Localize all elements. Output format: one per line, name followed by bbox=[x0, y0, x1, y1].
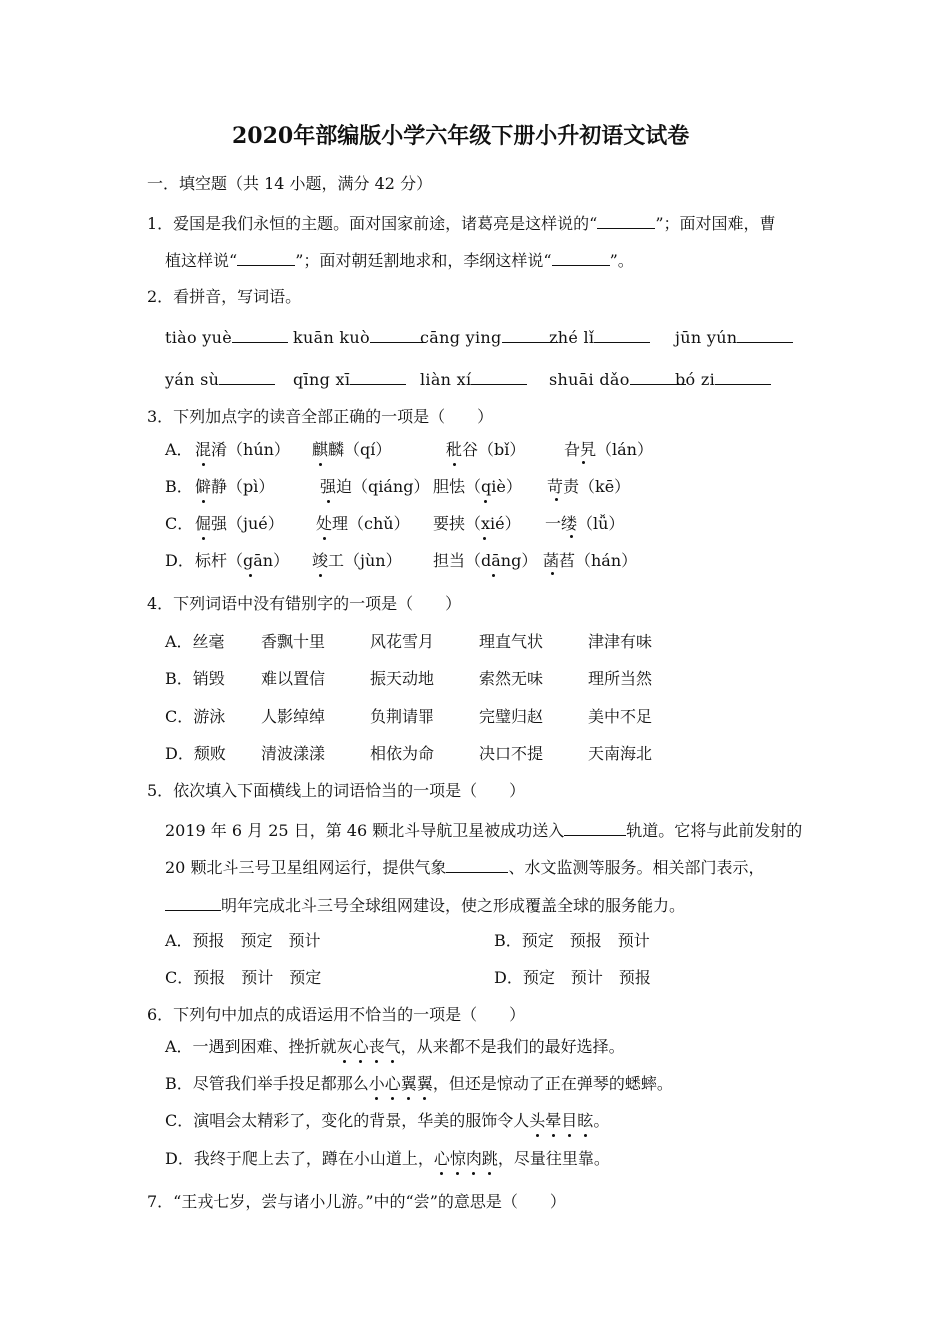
sentence-text: ，从来都不是我们的最好选择。 bbox=[400, 1037, 625, 1056]
reading-item bbox=[433, 477, 522, 497]
dotted-idiom bbox=[529, 1111, 593, 1130]
item-text: 一缕（lǚ） bbox=[545, 514, 625, 533]
item-text: 标 bbox=[195, 551, 212, 570]
answer-blank[interactable] bbox=[471, 368, 527, 385]
word-cell: 理直气状 bbox=[479, 632, 544, 651]
dotted-idiom bbox=[337, 1037, 401, 1056]
sentence-text: D．我终于爬上去了，蹲在小山道上， bbox=[165, 1149, 434, 1168]
reading-item bbox=[195, 440, 290, 460]
word-cell: 风花雪月 bbox=[370, 632, 435, 651]
word-cell: 振天动地 bbox=[370, 669, 435, 688]
passage-text: 2019 年 6 月 25 日，第 46 颗北斗导航卫星被成功送入 bbox=[165, 821, 565, 840]
word-cell: 负荆请罪 bbox=[370, 707, 435, 726]
sentence-text: ，但还是惊动了正在弹琴的蟋蟀。 bbox=[432, 1074, 673, 1093]
reading-item bbox=[545, 514, 624, 534]
question-1-line-1 bbox=[147, 212, 776, 234]
answer-blank[interactable] bbox=[594, 326, 650, 343]
dotted-char: 跳 bbox=[481, 1149, 498, 1168]
dotted-char: 翼 bbox=[400, 1074, 417, 1093]
answer-blank[interactable] bbox=[737, 326, 793, 343]
item-text: 麟（qí） bbox=[328, 440, 392, 459]
option-label: A． bbox=[165, 440, 193, 459]
answer-blank[interactable] bbox=[219, 368, 275, 385]
word-option-a: A．丝毫 bbox=[165, 632, 225, 651]
sentence-text: B．尽管我们举手投足都那么 bbox=[165, 1074, 369, 1093]
sentence-text: ，尽量往里靠。 bbox=[497, 1149, 610, 1168]
question-3-stem: 3．下列加点字的读音全部正确的一项是（ ） bbox=[147, 407, 494, 426]
dotted-char: 气 bbox=[384, 1037, 401, 1056]
item-text: 谷（bǐ） bbox=[462, 440, 526, 459]
answer-blank[interactable] bbox=[370, 326, 426, 343]
pinyin-item bbox=[293, 326, 426, 348]
answer-blank[interactable] bbox=[564, 819, 626, 836]
q6-option-d bbox=[165, 1149, 610, 1169]
word-option-b: B．销毁 bbox=[165, 669, 225, 688]
dotted-char: 混 bbox=[195, 440, 212, 459]
item-text: 胆 bbox=[433, 477, 450, 496]
pinyin-item bbox=[165, 326, 288, 348]
sentence-text: A．一遇到困难、挫折就 bbox=[165, 1037, 337, 1056]
reading-item bbox=[195, 514, 284, 534]
section-heading: 一．填空题（共 14 小题，满分 42 分） bbox=[147, 174, 433, 193]
pinyin-item bbox=[420, 368, 527, 390]
pinyin-text: bó zi bbox=[675, 370, 716, 389]
q5-passage-line-3 bbox=[165, 894, 685, 916]
pinyin-item bbox=[549, 326, 650, 348]
answer-blank[interactable] bbox=[165, 894, 221, 911]
dotted-char: 肉 bbox=[465, 1149, 482, 1168]
question-2-stem: 2．看拼音，写词语。 bbox=[147, 287, 302, 306]
question-7-stem: 7．“王戎七岁，尝与诸小儿游。”中的“尝”的意思是（ ） bbox=[147, 1192, 566, 1211]
item-text: 菡萏（hán） bbox=[543, 551, 638, 570]
word-cell: 理所当然 bbox=[588, 669, 653, 688]
answer-blank[interactable] bbox=[237, 249, 295, 266]
word-cell: 清波漾漾 bbox=[261, 744, 326, 763]
question-6-stem: 6．下列句中加点的成语运用不恰当的一项是（ ） bbox=[147, 1005, 526, 1024]
dotted-char: 麒 bbox=[312, 440, 329, 459]
emphasis-dot bbox=[582, 461, 585, 464]
item-text: 淆（hún） bbox=[211, 440, 290, 459]
q6-option-a bbox=[165, 1037, 625, 1057]
dotted-char: 竣 bbox=[312, 551, 329, 570]
reading-item bbox=[547, 477, 630, 497]
reading-item bbox=[446, 440, 525, 460]
pinyin-text: shuāi dǎo bbox=[549, 370, 630, 389]
q5-option-c: C．预报 预计 预定 bbox=[165, 968, 322, 987]
pinyin-text: zhé lǐ bbox=[549, 328, 595, 347]
dotted-char: 心 bbox=[433, 1149, 450, 1168]
answer-blank[interactable] bbox=[715, 368, 771, 385]
reading-item bbox=[312, 440, 391, 460]
word-cell: 索然无味 bbox=[479, 669, 544, 688]
item-text: 工（jùn） bbox=[328, 551, 402, 570]
pinyin-item bbox=[293, 368, 406, 390]
option-label: B． bbox=[165, 477, 193, 496]
word-cell: 人影绰绰 bbox=[261, 707, 326, 726]
pinyin-text: tiào yuè bbox=[165, 328, 233, 347]
pinyin-item bbox=[165, 368, 275, 390]
question-4-stem: 4．下列词语中没有错别字的一项是（ ） bbox=[147, 594, 462, 613]
q1-text-d: ”；面对朝廷割地求和，李纲这样说“ bbox=[295, 251, 552, 270]
answer-blank[interactable] bbox=[232, 326, 288, 343]
dotted-idiom bbox=[434, 1149, 498, 1168]
dotted-idiom bbox=[369, 1074, 433, 1093]
sentence-text: 。 bbox=[593, 1111, 610, 1130]
dotted-char: 当（dāng） bbox=[449, 551, 538, 570]
q6-option-b bbox=[165, 1074, 673, 1094]
dotted-char: 灰 bbox=[336, 1037, 353, 1056]
item-text: 迫（qiáng） bbox=[336, 477, 430, 496]
reading-item bbox=[433, 514, 521, 534]
item-text: 苛责（kē） bbox=[547, 477, 631, 496]
dotted-char: 目 bbox=[561, 1111, 578, 1130]
question-5-stem: 5．依次填入下面横线上的词语恰当的一项是（ ） bbox=[147, 781, 526, 800]
answer-blank[interactable] bbox=[446, 856, 508, 873]
answer-blank[interactable] bbox=[350, 368, 406, 385]
pinyin-item bbox=[549, 368, 686, 390]
dotted-char: 杆（gān） bbox=[211, 551, 290, 570]
dotted-char: 翼 bbox=[416, 1074, 433, 1093]
word-cell: 决口不提 bbox=[479, 744, 544, 763]
item-text: 理（chǔ） bbox=[332, 514, 410, 533]
q5-option-a: A．预报 预定 预计 bbox=[165, 931, 321, 950]
word-cell: 完璧归赵 bbox=[479, 707, 544, 726]
pinyin-item bbox=[675, 326, 793, 348]
q6-option-c bbox=[165, 1111, 609, 1131]
pinyin-text: qīng xī bbox=[293, 370, 351, 389]
pinyin-text: jūn yún bbox=[675, 328, 738, 347]
pinyin-item bbox=[420, 326, 558, 348]
item-text: 强（jué） bbox=[211, 514, 284, 533]
dotted-char: 强 bbox=[320, 477, 337, 496]
reading-item bbox=[316, 514, 410, 534]
word-option-c: C．游泳 bbox=[165, 707, 226, 726]
item-text: 担 bbox=[433, 551, 450, 570]
reading-item bbox=[320, 477, 429, 497]
reading-item bbox=[195, 477, 274, 497]
reading-item bbox=[564, 440, 653, 460]
emphasis-dot bbox=[555, 498, 558, 501]
pinyin-text: yán sù bbox=[165, 370, 220, 389]
option-label: C． bbox=[165, 514, 194, 533]
passage-text: 轨道。它将与此前发射的 bbox=[626, 821, 803, 840]
pinyin-text: cāng ying bbox=[420, 328, 502, 347]
item-text: 旮旯（lán） bbox=[564, 440, 653, 459]
pinyin-text: kuān kuò bbox=[293, 328, 370, 347]
dotted-char: 晕 bbox=[545, 1111, 562, 1130]
option-label: D． bbox=[165, 551, 194, 570]
q5-option-b: B．预定 预报 预计 bbox=[494, 931, 650, 950]
dotted-char: 挟（xié） bbox=[449, 514, 521, 533]
dotted-char: 心 bbox=[352, 1037, 369, 1056]
dotted-char: 小 bbox=[368, 1074, 385, 1093]
sentence-text: C．演唱会太精彩了，变化的背景，华美的服饰令人 bbox=[165, 1111, 530, 1130]
reading-item bbox=[433, 551, 537, 571]
word-cell: 天南海北 bbox=[588, 744, 653, 763]
reading-item bbox=[195, 551, 289, 571]
dotted-char: 头 bbox=[529, 1111, 546, 1130]
dotted-char: 处 bbox=[316, 514, 333, 533]
answer-blank[interactable] bbox=[597, 212, 655, 229]
answer-blank[interactable] bbox=[552, 249, 610, 266]
q5-passage-line-2 bbox=[165, 856, 764, 878]
word-cell: 美中不足 bbox=[588, 707, 653, 726]
dotted-char: 丧 bbox=[368, 1037, 385, 1056]
word-cell: 香飘十里 bbox=[261, 632, 326, 651]
word-option-d: D．颓败 bbox=[165, 744, 226, 763]
passage-text: 、水文监测等服务。相关部门表示， bbox=[508, 858, 765, 877]
q5-option-d: D．预定 预计 预报 bbox=[494, 968, 651, 987]
dotted-char: 倔 bbox=[195, 514, 212, 533]
word-cell: 津津有味 bbox=[588, 632, 653, 651]
dotted-char: 怯（qiè） bbox=[449, 477, 522, 496]
question-1-line-2 bbox=[165, 249, 634, 271]
page-title: 2020年部编版小学六年级下册小升初语文试卷 bbox=[232, 123, 690, 149]
item-text: 要 bbox=[433, 514, 450, 533]
word-cell: 难以置信 bbox=[261, 669, 326, 688]
q1-text-b: ”；面对国难，曹 bbox=[655, 214, 776, 233]
item-text: 静（pì） bbox=[211, 477, 275, 496]
emphasis-dot bbox=[570, 535, 573, 538]
dotted-char: 心 bbox=[384, 1074, 401, 1093]
passage-text: 明年完成北斗三号全球组网建设，使之形成覆盖全球的服务能力。 bbox=[221, 896, 686, 915]
q5-passage-line-1 bbox=[165, 819, 802, 841]
q1-text-c: 植这样说“ bbox=[165, 251, 238, 270]
pinyin-item bbox=[675, 368, 771, 390]
reading-item bbox=[543, 551, 637, 571]
emphasis-dot bbox=[551, 572, 554, 575]
q1-text-a: 1．爱国是我们永恒的主题。面对国家前途，诸葛亮是这样说的“ bbox=[147, 214, 598, 233]
pinyin-text: liàn xí bbox=[420, 370, 472, 389]
dotted-char: 僻 bbox=[195, 477, 212, 496]
dotted-char: 秕 bbox=[446, 440, 463, 459]
dotted-char: 眩 bbox=[577, 1111, 594, 1130]
q1-text-e: ”。 bbox=[609, 251, 634, 270]
word-cell: 相依为命 bbox=[370, 744, 435, 763]
dotted-char: 惊 bbox=[449, 1149, 466, 1168]
reading-item bbox=[312, 551, 402, 571]
passage-text: 20 颗北斗三号卫星组网运行，提供气象 bbox=[165, 858, 447, 877]
